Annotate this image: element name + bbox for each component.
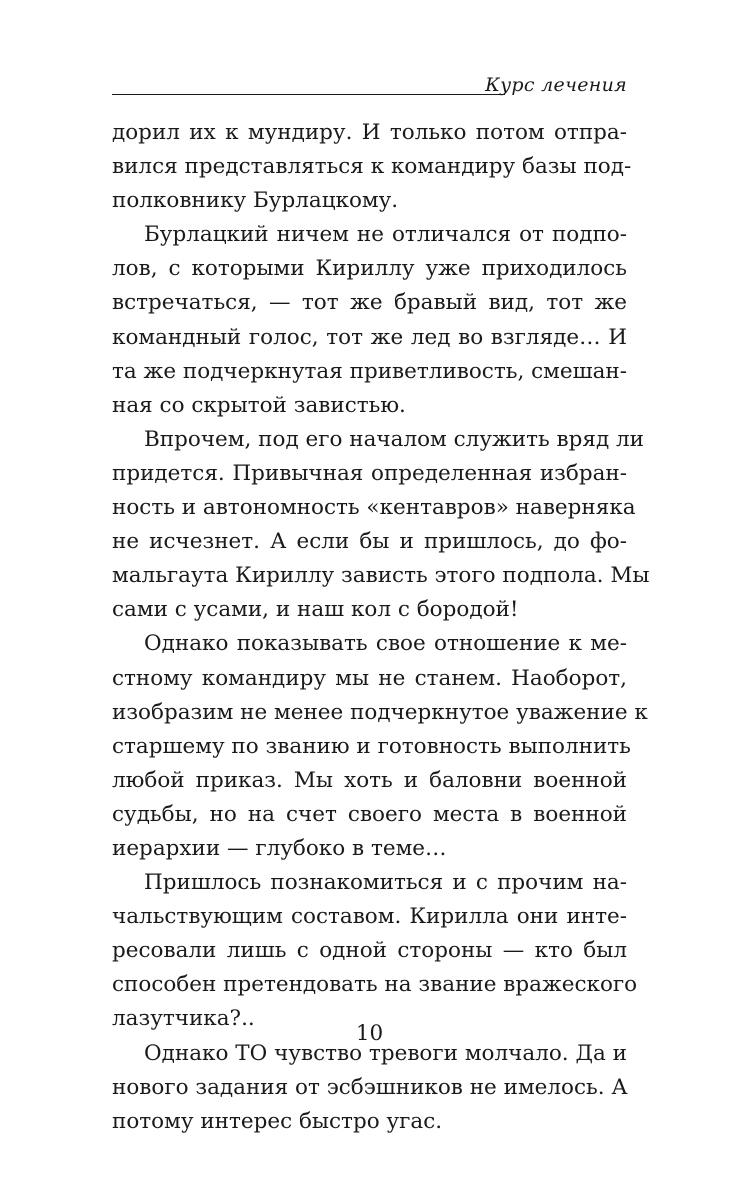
text-line: иерархии — глубоко в теме… bbox=[112, 835, 447, 861]
text-line: стному командиру мы не станем. Наоборот, bbox=[112, 665, 627, 691]
text-line: чальствующим составом. Кирилла они инте- bbox=[112, 904, 627, 930]
text-line: Однако ТО чувство тревоги молчало. Да и bbox=[144, 1040, 627, 1066]
text-line: ность и автономность «кентавров» наверняка bbox=[112, 495, 636, 521]
text-line: Впрочем, под его началом служить вряд ли bbox=[144, 426, 645, 452]
text-line: ная со скрытой завистью. bbox=[112, 392, 406, 418]
text-line: Пришлось познакомиться и с прочим на- bbox=[144, 870, 627, 896]
text-line: способен претендовать на звание вражеского bbox=[112, 972, 638, 998]
paragraph-1 bbox=[112, 116, 632, 218]
text-line: дорил их к мундиру. И только потом отпра- bbox=[112, 120, 627, 145]
body-text bbox=[112, 116, 650, 1139]
text-line: та же подчеркнутая приветливость, смешан- bbox=[112, 358, 628, 384]
text-line: придется. Привычная определенная избран- bbox=[112, 460, 627, 486]
running-header-title: Курс лечения bbox=[485, 74, 627, 96]
text-line: потому интерес быстро угас. bbox=[112, 1108, 443, 1134]
paragraph-3 bbox=[112, 423, 650, 628]
text-line: изобразим не менее подчеркнутое уважение к bbox=[112, 699, 648, 725]
text-line: любой приказ. Мы хоть и баловни военной bbox=[112, 767, 627, 793]
paragraph-6 bbox=[112, 1037, 627, 1139]
paragraph-5 bbox=[112, 866, 638, 1036]
header-rule bbox=[112, 94, 505, 95]
running-header bbox=[112, 72, 627, 98]
text-line: Однако показывать свое отношение к ме- bbox=[144, 631, 627, 657]
text-line: полковнику Бурлацкому. bbox=[112, 188, 399, 214]
text-line: нового задания от эсбэшников не имелось. А bbox=[112, 1074, 628, 1100]
page-number: 10 bbox=[355, 1021, 384, 1046]
text-line: лазутчика?.. bbox=[112, 1006, 255, 1032]
text-line: судьбы, но на счет своего места в военной bbox=[112, 801, 627, 827]
text-line: лов, с которыми Кириллу уже приходилось bbox=[112, 256, 627, 282]
text-line: мальгаута Кириллу зависть этого подпола. Мы bbox=[112, 563, 650, 589]
paragraph-4 bbox=[112, 627, 648, 866]
text-line: вился представляться к командиру базы под- bbox=[112, 154, 632, 180]
text-line: старшему по званию и готовность выполнить bbox=[112, 733, 631, 759]
text-line: ресовали лишь с одной стороны — кто был bbox=[112, 938, 627, 964]
paragraph-2 bbox=[112, 218, 627, 423]
text-line: сами с усами, и наш кол с бородой! bbox=[112, 597, 519, 623]
text-line: командный голос, тот же лед во взгляде… И bbox=[112, 324, 627, 350]
text-line: встречаться, — тот же бравый вид, тот же bbox=[112, 290, 627, 316]
text-line: не исчезнет. А если бы и пришлось, до фо- bbox=[112, 529, 627, 555]
text-line: Бурлацкий ничем не отличался от подпо- bbox=[144, 222, 627, 248]
